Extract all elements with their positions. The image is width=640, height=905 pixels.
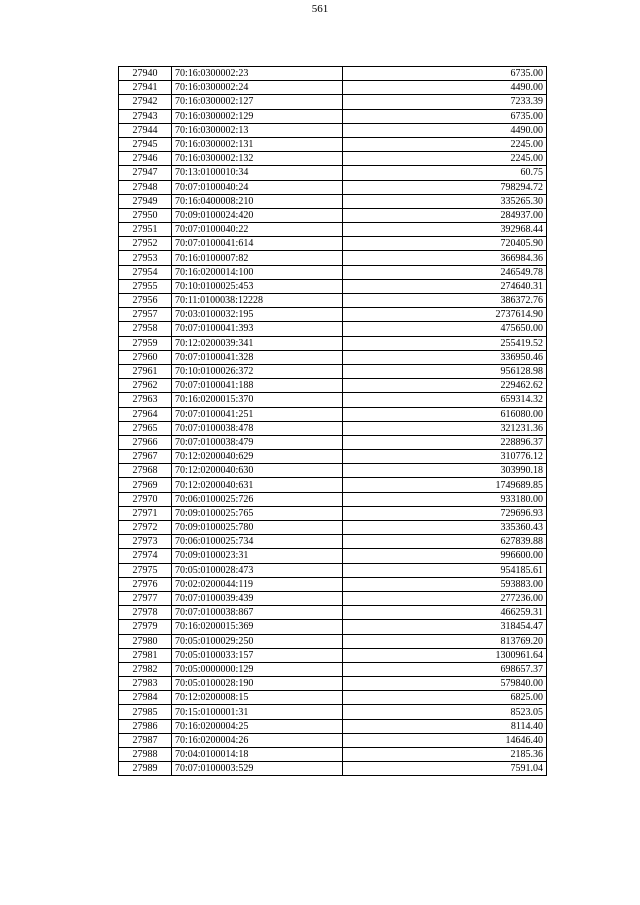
row-number-cell: 27972 (119, 521, 172, 535)
row-number-cell: 27945 (119, 137, 172, 151)
cadastral-number-cell: 70:16:0200014:100 (172, 265, 343, 279)
row-number-cell: 27940 (119, 67, 172, 81)
value-cell: 729696.93 (343, 506, 547, 520)
table-row (119, 748, 547, 762)
row-number-cell: 27960 (119, 350, 172, 364)
cadastral-number-cell: 70:16:0300002:127 (172, 95, 343, 109)
row-number-cell: 27963 (119, 393, 172, 407)
row-number-cell: 27968 (119, 464, 172, 478)
table-row (119, 421, 547, 435)
cadastral-number-cell: 70:12:0200008:15 (172, 691, 343, 705)
row-number-cell: 27967 (119, 450, 172, 464)
value-cell: 386372.76 (343, 294, 547, 308)
row-number-cell: 27950 (119, 208, 172, 222)
table-row (119, 350, 547, 364)
row-number-cell: 27958 (119, 322, 172, 336)
row-number-cell: 27953 (119, 251, 172, 265)
table-row (119, 662, 547, 676)
table-row (119, 563, 547, 577)
row-number-cell: 27957 (119, 308, 172, 322)
table-row (119, 407, 547, 421)
table-row (119, 279, 547, 293)
row-number-cell: 27952 (119, 237, 172, 251)
table-row (119, 492, 547, 506)
value-cell: 255419.52 (343, 336, 547, 350)
cadastral-number-cell: 70:16:0200015:369 (172, 620, 343, 634)
value-cell: 4490.00 (343, 123, 547, 137)
cadastral-number-cell: 70:16:0400008:210 (172, 194, 343, 208)
table-row (119, 762, 547, 776)
row-number-cell: 27943 (119, 109, 172, 123)
table-row (119, 478, 547, 492)
table-row (119, 223, 547, 237)
value-cell: 366984.36 (343, 251, 547, 265)
table-row (119, 137, 547, 151)
row-number-cell: 27988 (119, 748, 172, 762)
row-number-cell: 27944 (119, 123, 172, 137)
cadastral-number-cell: 70:07:0100041:251 (172, 407, 343, 421)
row-number-cell: 27983 (119, 677, 172, 691)
value-cell: 228896.37 (343, 435, 547, 449)
cadastral-number-cell: 70:16:0300002:132 (172, 152, 343, 166)
table-row (119, 535, 547, 549)
page-number: 561 (311, 3, 329, 15)
row-number-cell: 27977 (119, 591, 172, 605)
value-cell: 616080.00 (343, 407, 547, 421)
row-number-cell: 27974 (119, 549, 172, 563)
cadastral-number-cell: 70:15:0100001:31 (172, 705, 343, 719)
cadastral-number-cell: 70:09:0100025:765 (172, 506, 343, 520)
table-row (119, 521, 547, 535)
row-number-cell: 27980 (119, 634, 172, 648)
row-number-cell: 27965 (119, 421, 172, 435)
table-row (119, 705, 547, 719)
cadastral-number-cell: 70:16:0200004:26 (172, 733, 343, 747)
cadastral-number-cell: 70:12:0200040:631 (172, 478, 343, 492)
table-row (119, 719, 547, 733)
cadastral-number-cell: 70:16:0300002:23 (172, 67, 343, 81)
table-row (119, 308, 547, 322)
value-cell: 627839.88 (343, 535, 547, 549)
table-row (119, 152, 547, 166)
table-row (119, 591, 547, 605)
cadastral-number-cell: 70:16:0200015:370 (172, 393, 343, 407)
row-number-cell: 27973 (119, 535, 172, 549)
value-cell: 466259.31 (343, 606, 547, 620)
cadastral-number-cell: 70:16:0300002:24 (172, 81, 343, 95)
cadastral-number-cell: 70:11:0100038:12228 (172, 294, 343, 308)
value-cell: 2185.36 (343, 748, 547, 762)
row-number-cell: 27976 (119, 577, 172, 591)
cadastral-number-cell: 70:07:0100041:188 (172, 379, 343, 393)
table-row (119, 237, 547, 251)
row-number-cell: 27961 (119, 364, 172, 378)
table-row (119, 435, 547, 449)
row-number-cell: 27984 (119, 691, 172, 705)
table-row (119, 450, 547, 464)
table-row (119, 194, 547, 208)
cadastral-number-cell: 70:05:0100029:250 (172, 634, 343, 648)
cadastral-number-cell: 70:07:0100039:439 (172, 591, 343, 605)
table-row (119, 691, 547, 705)
row-number-cell: 27949 (119, 194, 172, 208)
cadastral-number-cell: 70:07:0100041:614 (172, 237, 343, 251)
cadastral-number-cell: 70:06:0100025:734 (172, 535, 343, 549)
cadastral-value-table (118, 66, 547, 776)
cadastral-number-cell: 70:16:0300002:129 (172, 109, 343, 123)
table-row (119, 393, 547, 407)
cadastral-number-cell: 70:12:0200040:630 (172, 464, 343, 478)
row-number-cell: 27955 (119, 279, 172, 293)
table-row (119, 123, 547, 137)
table-row (119, 364, 547, 378)
row-number-cell: 27987 (119, 733, 172, 747)
cadastral-number-cell: 70:10:0100025:453 (172, 279, 343, 293)
table-row (119, 677, 547, 691)
value-cell: 246549.78 (343, 265, 547, 279)
value-cell: 6735.00 (343, 67, 547, 81)
value-cell: 593883.00 (343, 577, 547, 591)
value-cell: 1749689.85 (343, 478, 547, 492)
row-number-cell: 27975 (119, 563, 172, 577)
value-cell: 310776.12 (343, 450, 547, 464)
table-row (119, 265, 547, 279)
cadastral-number-cell: 70:02:0200044:119 (172, 577, 343, 591)
value-cell: 303990.18 (343, 464, 547, 478)
cadastral-number-cell: 70:04:0100014:18 (172, 748, 343, 762)
value-cell: 229462.62 (343, 379, 547, 393)
cadastral-number-cell: 70:16:0300002:13 (172, 123, 343, 137)
table-row (119, 336, 547, 350)
cadastral-number-cell: 70:07:0100041:328 (172, 350, 343, 364)
value-cell: 996600.00 (343, 549, 547, 563)
value-cell: 813769.20 (343, 634, 547, 648)
table-row (119, 379, 547, 393)
value-cell: 60.75 (343, 166, 547, 180)
table-row (119, 81, 547, 95)
table-row (119, 67, 547, 81)
table-row (119, 577, 547, 591)
row-number-cell: 27985 (119, 705, 172, 719)
value-cell: 2245.00 (343, 137, 547, 151)
value-cell: 7591.04 (343, 762, 547, 776)
value-cell: 798294.72 (343, 180, 547, 194)
value-cell: 277236.00 (343, 591, 547, 605)
cadastral-number-cell: 70:07:0100041:393 (172, 322, 343, 336)
row-number-cell: 27978 (119, 606, 172, 620)
cadastral-number-cell: 70:05:0000000:129 (172, 662, 343, 676)
table-row (119, 733, 547, 747)
cadastral-number-cell: 70:05:0100033:157 (172, 648, 343, 662)
cadastral-number-cell: 70:16:0100007:82 (172, 251, 343, 265)
row-number-cell: 27986 (119, 719, 172, 733)
cadastral-number-cell: 70:13:0100010:34 (172, 166, 343, 180)
row-number-cell: 27954 (119, 265, 172, 279)
row-number-cell: 27981 (119, 648, 172, 662)
table-row (119, 180, 547, 194)
value-cell: 392968.44 (343, 223, 547, 237)
table-row (119, 322, 547, 336)
value-cell: 336950.46 (343, 350, 547, 364)
cadastral-number-cell: 70:07:0100038:478 (172, 421, 343, 435)
value-cell: 1300961.64 (343, 648, 547, 662)
row-number-cell: 27969 (119, 478, 172, 492)
table-row (119, 506, 547, 520)
value-cell: 720405.90 (343, 237, 547, 251)
cadastral-number-cell: 70:07:0100040:24 (172, 180, 343, 194)
value-cell: 274640.31 (343, 279, 547, 293)
row-number-cell: 27971 (119, 506, 172, 520)
value-cell: 321231.36 (343, 421, 547, 435)
value-cell: 933180.00 (343, 492, 547, 506)
value-cell: 7233.39 (343, 95, 547, 109)
value-cell: 8114.40 (343, 719, 547, 733)
table-row (119, 648, 547, 662)
row-number-cell: 27982 (119, 662, 172, 676)
value-cell: 659314.32 (343, 393, 547, 407)
table-row (119, 464, 547, 478)
row-number-cell: 27951 (119, 223, 172, 237)
row-number-cell: 27962 (119, 379, 172, 393)
table-body (119, 67, 547, 776)
cadastral-number-cell: 70:16:0300002:131 (172, 137, 343, 151)
row-number-cell: 27959 (119, 336, 172, 350)
cadastral-number-cell: 70:07:0100038:867 (172, 606, 343, 620)
row-number-cell: 27979 (119, 620, 172, 634)
value-cell: 2245.00 (343, 152, 547, 166)
value-cell: 6735.00 (343, 109, 547, 123)
value-cell: 4490.00 (343, 81, 547, 95)
table-row (119, 251, 547, 265)
row-number-cell: 27946 (119, 152, 172, 166)
value-cell: 284937.00 (343, 208, 547, 222)
row-number-cell: 27942 (119, 95, 172, 109)
value-cell: 335360.43 (343, 521, 547, 535)
table-row (119, 294, 547, 308)
value-cell: 698657.37 (343, 662, 547, 676)
value-cell: 475650.00 (343, 322, 547, 336)
cadastral-number-cell: 70:06:0100025:726 (172, 492, 343, 506)
value-cell: 954185.61 (343, 563, 547, 577)
row-number-cell: 27956 (119, 294, 172, 308)
value-cell: 579840.00 (343, 677, 547, 691)
cadastral-number-cell: 70:07:0100003:529 (172, 762, 343, 776)
cadastral-number-cell: 70:10:0100026:372 (172, 364, 343, 378)
table-row (119, 606, 547, 620)
table-row (119, 166, 547, 180)
cadastral-number-cell: 70:05:0100028:473 (172, 563, 343, 577)
cadastral-number-cell: 70:03:0100032:195 (172, 308, 343, 322)
cadastral-number-cell: 70:09:0100023:31 (172, 549, 343, 563)
table-row (119, 549, 547, 563)
cadastral-number-cell: 70:07:0100040:22 (172, 223, 343, 237)
cadastral-number-cell: 70:12:0200039:341 (172, 336, 343, 350)
value-cell: 335265.30 (343, 194, 547, 208)
row-number-cell: 27964 (119, 407, 172, 421)
row-number-cell: 27948 (119, 180, 172, 194)
cadastral-number-cell: 70:07:0100038:479 (172, 435, 343, 449)
row-number-cell: 27947 (119, 166, 172, 180)
cadastral-number-cell: 70:05:0100028:190 (172, 677, 343, 691)
table-row (119, 620, 547, 634)
value-cell: 14646.40 (343, 733, 547, 747)
row-number-cell: 27941 (119, 81, 172, 95)
row-number-cell: 27989 (119, 762, 172, 776)
value-cell: 318454.47 (343, 620, 547, 634)
value-cell: 6825.00 (343, 691, 547, 705)
row-number-cell: 27966 (119, 435, 172, 449)
cadastral-number-cell: 70:09:0100025:780 (172, 521, 343, 535)
table-row (119, 95, 547, 109)
cadastral-number-cell: 70:12:0200040:629 (172, 450, 343, 464)
value-cell: 8523.05 (343, 705, 547, 719)
row-number-cell: 27970 (119, 492, 172, 506)
cadastral-number-cell: 70:16:0200004:25 (172, 719, 343, 733)
table-row (119, 634, 547, 648)
value-cell: 2737614.90 (343, 308, 547, 322)
cadastral-number-cell: 70:09:0100024:420 (172, 208, 343, 222)
table-row (119, 208, 547, 222)
table-row (119, 109, 547, 123)
value-cell: 956128.98 (343, 364, 547, 378)
